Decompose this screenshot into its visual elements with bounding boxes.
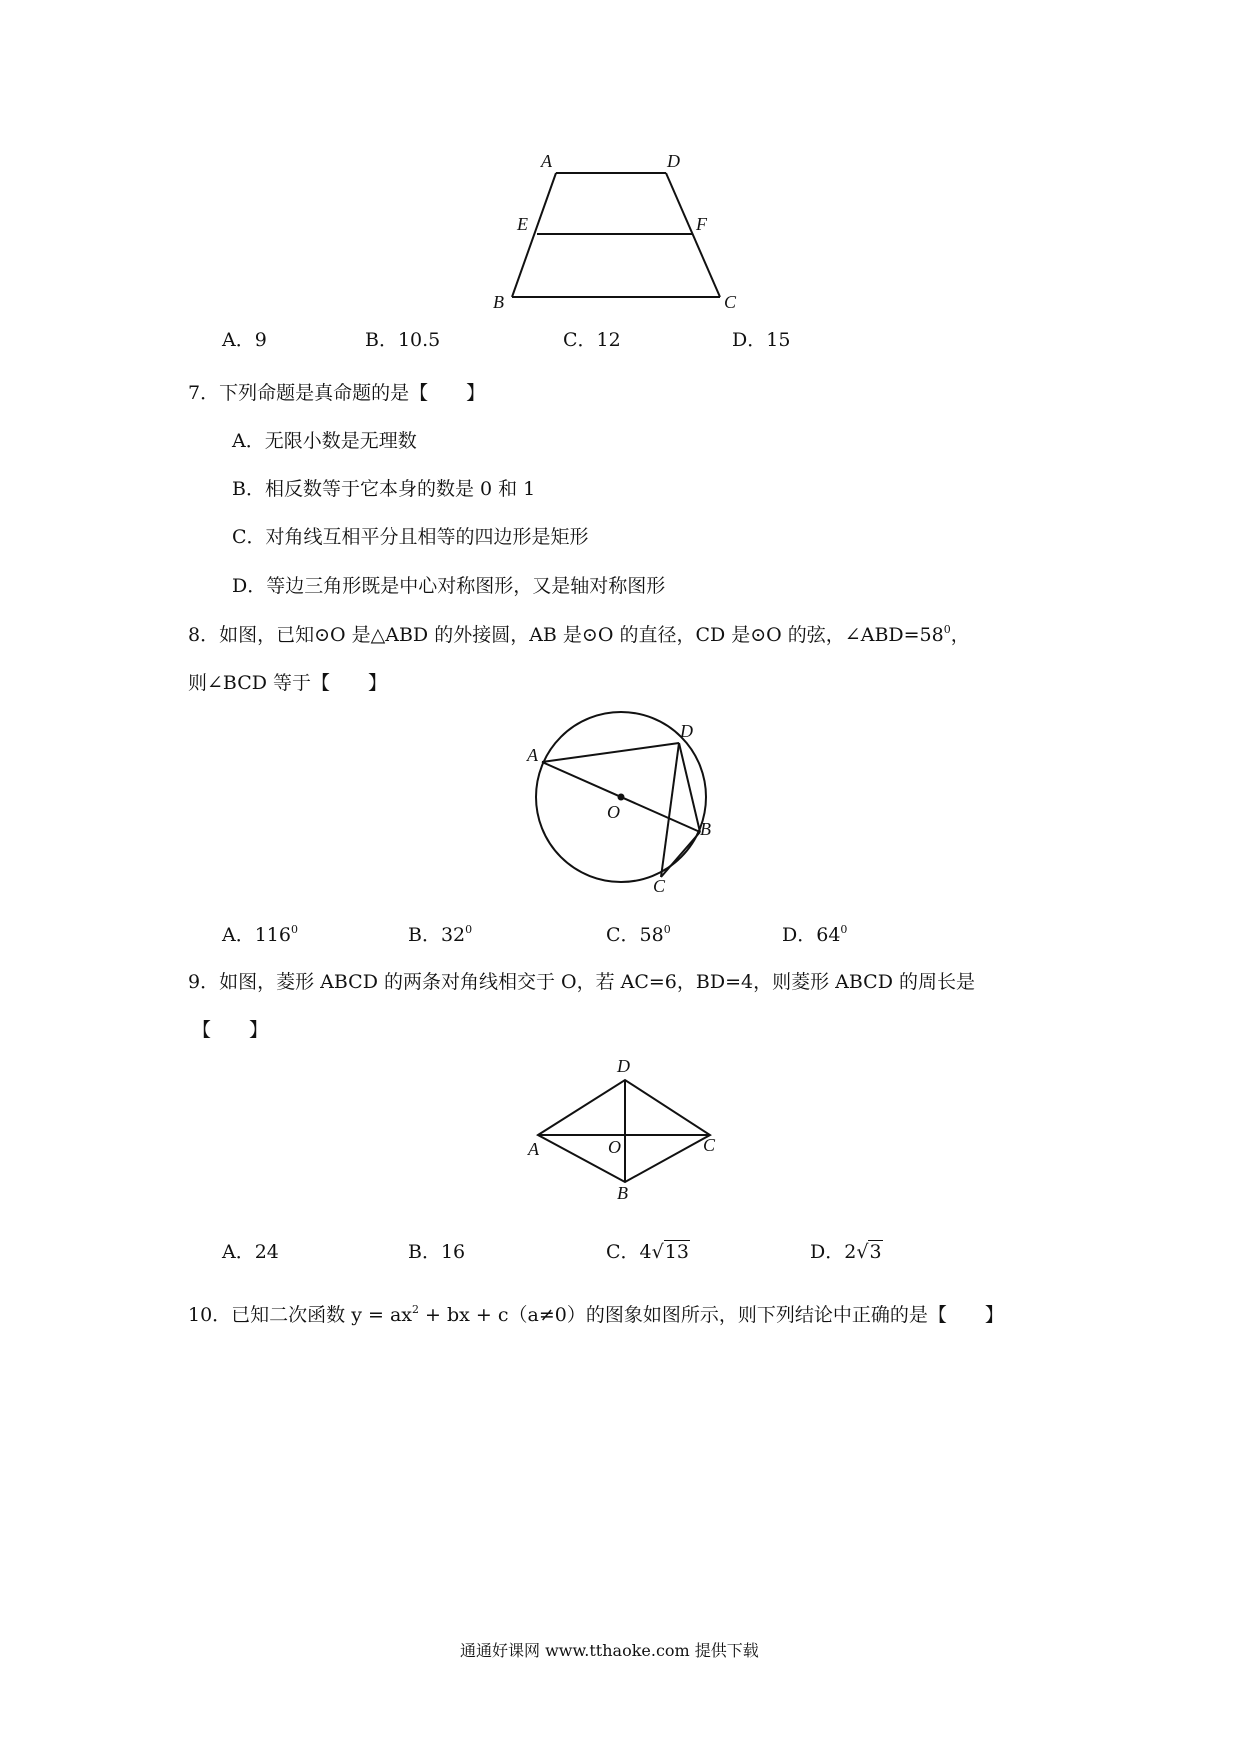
label-o: O <box>607 802 620 822</box>
label-a: A <box>541 151 552 171</box>
label-d: D <box>680 721 693 741</box>
segment-ad <box>542 743 679 762</box>
label-d: D <box>617 1056 630 1076</box>
q8-stem-line1: 8．如图，已知⊙O 是△ABD 的外接圆，AB 是⊙O 的直径，CD 是⊙O 的弦，$\angle ABD=58^0$， <box>188 623 970 646</box>
circle-figure <box>525 705 735 895</box>
q8-option-c: C．$58^0$ <box>606 923 671 946</box>
q6-option-d: D．15 <box>732 329 791 351</box>
segment-dc <box>661 743 679 877</box>
q10-stem: 10．已知二次函数 $y = ax^2$ + bx + c（a≠0）的图象如图所示，则下列结论中正确的是【 】 <box>188 1303 1004 1326</box>
q7-option-d: D．等边三角形既是中心对称图形，又是轴对称图形 <box>232 575 666 597</box>
label-d: D <box>667 151 680 171</box>
segment-db <box>679 743 700 832</box>
q6-option-b: B．10.5 <box>365 329 441 351</box>
q9-option-a: A．24 <box>222 1241 279 1263</box>
page-footer: 通通好课网 www.tthaoke.com 提供下载 <box>460 1641 759 1660</box>
q9-stem-line1: 9．如图，菱形 ABCD 的两条对角线相交于 O，若 AC=6，BD=4，则菱形 ABCD 的周长是 <box>188 971 975 993</box>
label-f: F <box>696 214 707 234</box>
q8-option-b: B．$32^0$ <box>408 923 473 946</box>
q9-option-b: B．16 <box>408 1241 466 1263</box>
q9-option-c: C．4√13 <box>606 1241 689 1263</box>
label-b: B <box>493 292 504 312</box>
q6-option-a: A．9 <box>222 329 267 351</box>
q7-option-a: A．无限小数是无理数 <box>232 430 417 452</box>
center-point <box>618 794 625 801</box>
label-c: C <box>703 1135 716 1155</box>
label-a: A <box>528 1139 539 1159</box>
q7-option-b: B．相反数等于它本身的数是 0 和 1 <box>232 478 536 500</box>
label-o: O <box>608 1137 621 1157</box>
label-c: C <box>724 292 737 312</box>
q8-option-d: D．$64^0$ <box>782 923 848 946</box>
label-e: E <box>517 214 528 234</box>
q8-stem-line2: 则∠BCD 等于【 】 <box>188 672 388 694</box>
q6-option-c: C．12 <box>563 329 621 351</box>
sqrt-symbol: √13 <box>651 1241 689 1263</box>
q7-stem: 7．下列命题是真命题的是【 】 <box>188 382 486 404</box>
q8-option-a: A．$116^0$ <box>222 923 298 946</box>
label-a: A <box>527 745 538 765</box>
label-c: C <box>653 876 666 895</box>
label-b: B <box>617 1183 628 1200</box>
q7-option-c: C．对角线互相平分且相等的四边形是矩形 <box>232 526 589 548</box>
rhombus-figure <box>525 1050 730 1200</box>
trapezoid-figure <box>480 145 770 315</box>
sqrt-symbol: √3 <box>856 1241 882 1263</box>
q9-stem-line2: 【 】 <box>192 1019 269 1041</box>
q9-option-d: D．2√3 <box>810 1241 882 1263</box>
label-b: B <box>700 819 711 839</box>
